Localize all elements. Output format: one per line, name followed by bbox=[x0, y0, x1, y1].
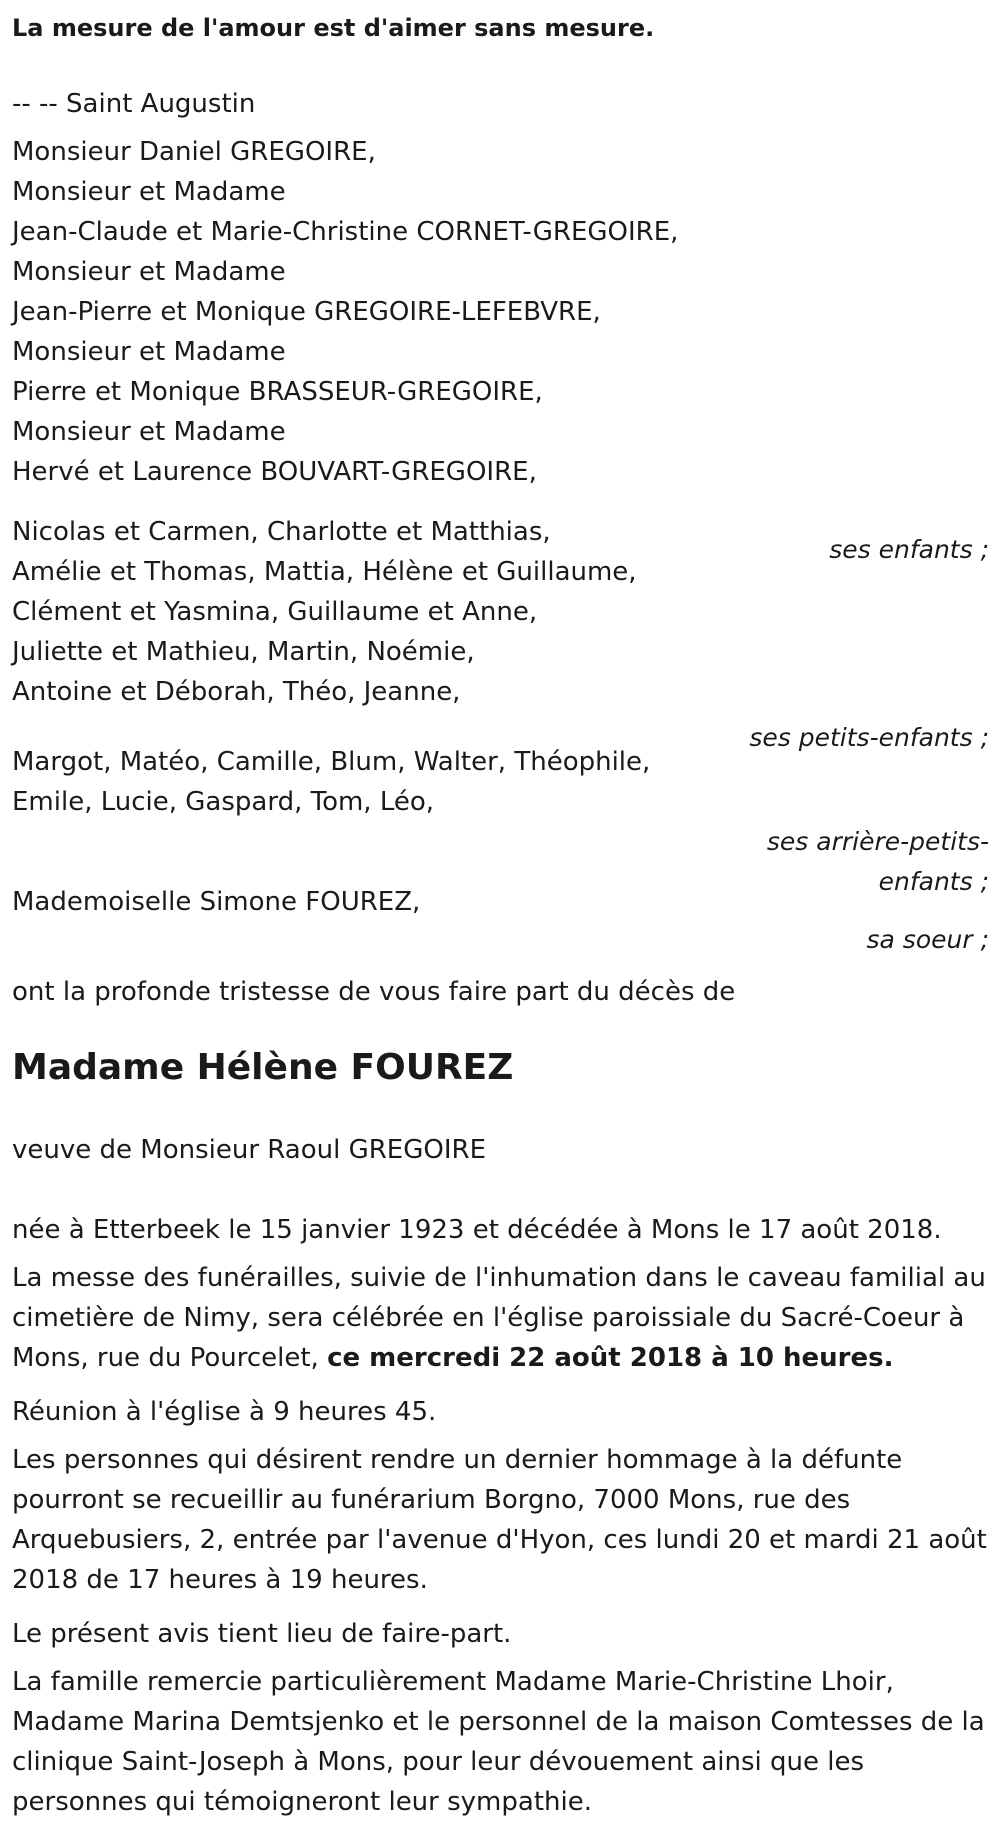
quote-author: -- -- Saint Augustin bbox=[12, 89, 256, 119]
family-line: Nicolas et Carmen, Charlotte et Matthias, bbox=[12, 517, 551, 547]
birth-death-text: née à Etterbeek le 15 janvier 1923 et décédée à Mons le 17 août 2018. bbox=[12, 1215, 942, 1245]
great-grandchildren-relation-2: enfants ; bbox=[878, 867, 989, 896]
widow-of-text: veuve de Monsieur Raoul GREGOIRE bbox=[12, 1135, 487, 1165]
quote-text: La mesure de l'amour est d'aimer sans mesure. bbox=[12, 14, 655, 42]
great-grandchildren-relation-1: ses arrière-petits- bbox=[766, 827, 989, 856]
funeral-text: La messe des funérailles, suivie de l'inhumation dans le caveau familial au cimetière de Nimy, sera célébrée en l'église paroissiale du Sacré-Coeur à Mons, rue du Pourcelet, bbox=[12, 1263, 986, 1373]
family-line: Juliette et Mathieu, Martin, Noémie, bbox=[12, 637, 475, 667]
funeral-paragraph bbox=[12, 1258, 997, 1378]
family-line: Emile, Lucie, Gaspard, Tom, Léo, bbox=[12, 787, 435, 817]
funeral-date: ce mercredi 22 août 2018 à 10 heures. bbox=[327, 1343, 894, 1373]
thanks-paragraph: La famille remercie particulièrement Madame Marie-Christine Lhoir, Madame Marina Demtsjenko et le personnel de la maison Comtesses de la clinique Saint-Joseph à Mons, pour leur dévouement ainsi que les personnes qui témoigneront leur sympathie. bbox=[12, 1667, 985, 1817]
family-line: Monsieur et Madame bbox=[12, 177, 286, 207]
family-line: Jean-Pierre et Monique GREGOIRE-LEFEBVRE, bbox=[12, 297, 601, 327]
sister-block bbox=[12, 882, 994, 954]
family-line: Clément et Yasmina, Guillaume et Anne, bbox=[12, 597, 538, 627]
family-line: Pierre et Monique BRASSEUR-GREGOIRE, bbox=[12, 377, 543, 407]
visitation-paragraph: Les personnes qui désirent rendre un dernier hommage à la défunte pourront se recueillir au funérarium Borgno, 7000 Mons, rue des Arquebusiers, 2, entrée par l'avenue d'Hyon, ces lundi 20 et mardi 21 août 2018 de 17 heures à 19 heures. bbox=[12, 1445, 987, 1595]
notice-text: Le présent avis tient lieu de faire-part. bbox=[12, 1619, 512, 1649]
grandchildren-block bbox=[12, 512, 994, 752]
great-grandchildren-block bbox=[12, 742, 994, 896]
family-line: Amélie et Thomas, Mattia, Hélène et Guillaume, bbox=[12, 557, 637, 587]
family-line: Jean-Claude et Marie-Christine CORNET-GREGOIRE, bbox=[12, 217, 679, 247]
family-line: Antoine et Déborah, Théo, Jeanne, bbox=[12, 677, 461, 707]
family-line: Hervé et Laurence BOUVART-GREGOIRE, bbox=[12, 457, 537, 487]
deceased-name: Madame Hélène FOUREZ bbox=[12, 1047, 514, 1088]
family-line: Margot, Matéo, Camille, Blum, Walter, Théophile, bbox=[12, 747, 651, 777]
grandchildren-relation: ses petits-enfants ; bbox=[749, 723, 989, 752]
family-line: Monsieur et Madame bbox=[12, 417, 286, 447]
family-line: Monsieur et Madame bbox=[12, 257, 286, 287]
family-line: Mademoiselle Simone FOUREZ, bbox=[12, 887, 421, 917]
sister-relation: sa soeur ; bbox=[866, 925, 989, 954]
family-line: Monsieur Daniel GREGOIRE, bbox=[12, 137, 376, 167]
meeting-text: Réunion à l'église à 9 heures 45. bbox=[12, 1397, 437, 1427]
announcement-text: ont la profonde tristesse de vous faire part du décès de bbox=[12, 977, 736, 1007]
family-line: Monsieur et Madame bbox=[12, 337, 286, 367]
children-relation: ses enfants ; bbox=[829, 535, 989, 564]
